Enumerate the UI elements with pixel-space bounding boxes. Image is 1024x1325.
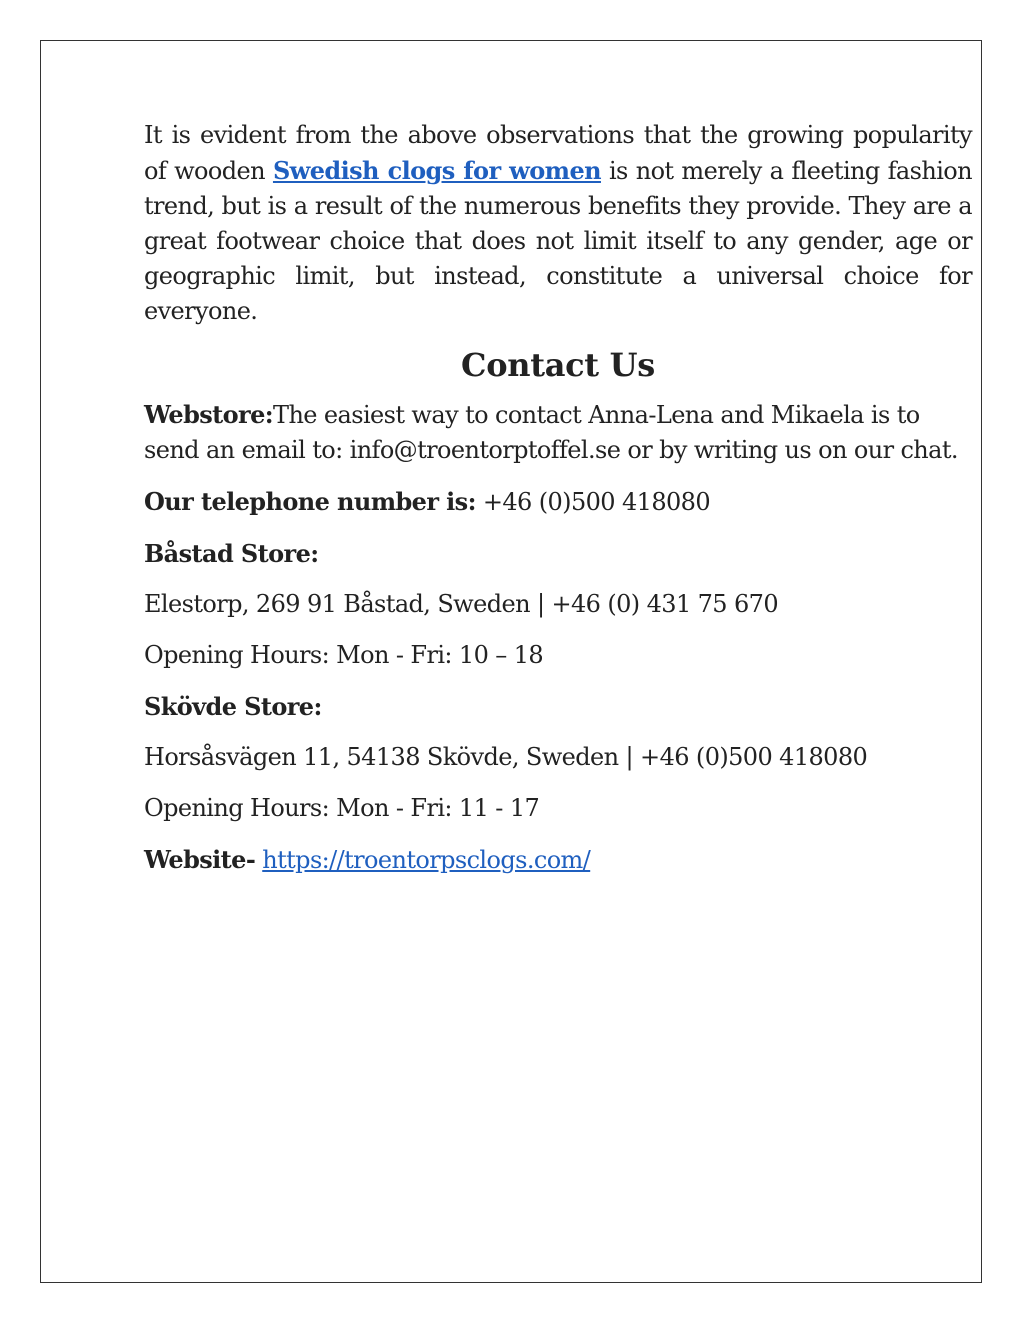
bastad-store-label: Båstad Store: (144, 539, 319, 568)
webstore-text: The easiest way to contact Anna-Lena and Mikaela is to send an email to: info@troentorptoffel.se or by writing us on our chat. (144, 401, 958, 464)
website-link[interactable]: https://troentorpsclogs.com/ (262, 846, 591, 874)
telephone-label: Our telephone number is: (144, 487, 476, 516)
intro-paragraph (144, 118, 972, 329)
intro-text-after: is not merely a fleeting fashion trend, but is a result of the numerous benefits they provide. They are a great footwear choice that does not limit itself to any gender, age or geographic limit, but instead, constitute a universal choice for everyone. (144, 157, 972, 325)
document-content (144, 118, 972, 894)
bastad-hours: Opening Hours: Mon - Fri: 10 – 18 (144, 641, 544, 669)
skovde-address: Horsåsvägen 11, 54138 Skövde, Sweden | +46 (0)500 418080 (144, 743, 868, 771)
website-label: Website- (144, 845, 256, 874)
webstore-paragraph (144, 397, 972, 468)
swedish-clogs-link[interactable]: Swedish clogs for women (272, 156, 601, 185)
contact-heading: Contact Us (461, 346, 655, 384)
telephone-paragraph (144, 484, 972, 520)
website-paragraph (144, 842, 972, 878)
bastad-address: Elestorp, 269 91 Båstad, Sweden | +46 (0) 431 75 670 (144, 590, 779, 618)
webstore-label: Webstore: (144, 400, 274, 429)
skovde-store-label: Skövde Store: (144, 692, 322, 721)
skovde-hours: Opening Hours: Mon - Fri: 11 - 17 (144, 794, 540, 822)
intro-text-before: It is evident from the above observations that the growing popularity of wooden (144, 121, 972, 185)
telephone-value: +46 (0)500 418080 (475, 488, 711, 516)
